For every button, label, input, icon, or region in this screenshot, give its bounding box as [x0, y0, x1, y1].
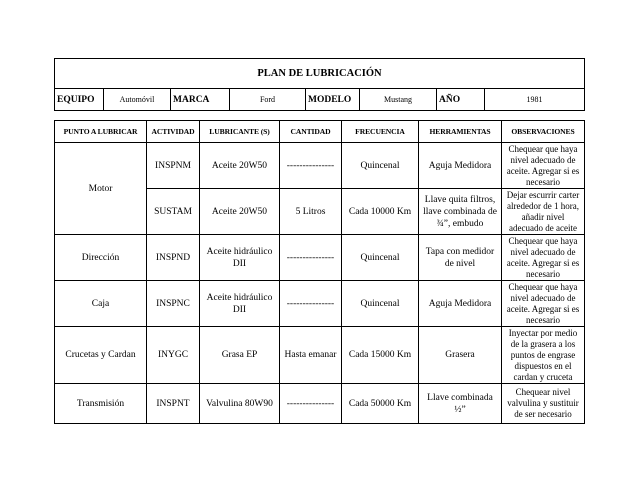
actividad-cell: INSPNC [147, 281, 200, 327]
observaciones-cell: Chequear nivel valvulina y sustituir de ser necesario [502, 384, 585, 424]
actividad-cell: SUSTAM [147, 189, 200, 235]
herramientas-cell: Llave quita filtros, llave combinada de ¾”, embudo [419, 189, 502, 235]
observaciones-cell: Chequear que haya nivel adecuado de aceite. Agregar si es necesario [502, 281, 585, 327]
modelo-label: MODELO [306, 89, 360, 111]
punto-caja: Caja [55, 281, 147, 327]
lubrication-table [54, 120, 585, 424]
cantidad-cell: 5 Litros [280, 189, 342, 235]
frecuencia-cell: Quincenal [342, 143, 419, 189]
anio-label: AÑO [437, 89, 485, 111]
table-row [55, 281, 585, 327]
table-row [55, 384, 585, 424]
herramientas-cell: Grasera [419, 327, 502, 384]
frecuencia-cell: Cada 10000 Km [342, 189, 419, 235]
header-frecuencia: FRECUENCIA [342, 121, 419, 143]
actividad-cell: INSPND [147, 235, 200, 281]
punto-motor: Motor [55, 143, 147, 235]
observaciones-cell: Chequear que haya nivel adecuado de aceite. Agregar si es necesario [502, 143, 585, 189]
lubricante-cell: Aceite 20W50 [200, 143, 280, 189]
actividad-cell: INYGC [147, 327, 200, 384]
frecuencia-cell: Quincenal [342, 235, 419, 281]
lubricante-cell: Valvulina 80W90 [200, 384, 280, 424]
cantidad-cell: --------------- [280, 143, 342, 189]
header-actividad: ACTIVIDAD [147, 121, 200, 143]
herramientas-cell: Aguja Medidora [419, 143, 502, 189]
table-row [55, 235, 585, 281]
header-table [54, 58, 585, 111]
punto-direccion: Dirección [55, 235, 147, 281]
frecuencia-cell: Cada 15000 Km [342, 327, 419, 384]
modelo-value: Mustang [360, 89, 437, 111]
observaciones-cell: Chequear que haya nivel adecuado de aceite. Agregar si es necesario [502, 235, 585, 281]
cantidad-cell: Hasta emanar [280, 327, 342, 384]
lubricante-cell: Aceite hidráulico DII [200, 281, 280, 327]
equipo-value: Automóvil [104, 89, 171, 111]
header-lubricante: LUBRICANTE (S) [200, 121, 280, 143]
lubricante-cell: Grasa EP [200, 327, 280, 384]
lubricante-cell: Aceite 20W50 [200, 189, 280, 235]
header-punto: PUNTO A LUBRICAR [55, 121, 147, 143]
herramientas-cell: Aguja Medidora [419, 281, 502, 327]
marca-label: MARCA [171, 89, 230, 111]
actividad-cell: INSPNM [147, 143, 200, 189]
frecuencia-cell: Cada 50000 Km [342, 384, 419, 424]
herramientas-cell: Tapa con medidor de nivel [419, 235, 502, 281]
observaciones-cell: Inyectar por medio de la grasera a los puntos de engrase dispuestos en el cardan y cruceta [502, 327, 585, 384]
cantidad-cell: --------------- [280, 281, 342, 327]
header-observaciones: OBSERVACIONES [502, 121, 585, 143]
plan-title: PLAN DE LUBRICACIÓN [55, 59, 585, 89]
table-row [55, 143, 585, 189]
lubricante-cell: Aceite hidráulico DII [200, 235, 280, 281]
header-cantidad: CANTIDAD [280, 121, 342, 143]
anio-value: 1981 [485, 89, 585, 111]
punto-crucetas: Crucetas y Cardan [55, 327, 147, 384]
marca-value: Ford [230, 89, 306, 111]
header-herramientas: HERRAMIENTAS [419, 121, 502, 143]
punto-transmision: Transmisión [55, 384, 147, 424]
cantidad-cell: --------------- [280, 384, 342, 424]
observaciones-cell: Dejar escurrir carter alrededor de 1 hora, añadir nivel adecuado de aceite [502, 189, 585, 235]
actividad-cell: INSPNT [147, 384, 200, 424]
frecuencia-cell: Quincenal [342, 281, 419, 327]
herramientas-cell: Llave combinada ½” [419, 384, 502, 424]
cantidad-cell: --------------- [280, 235, 342, 281]
equipo-label: EQUIPO [55, 89, 104, 111]
table-row [55, 327, 585, 384]
